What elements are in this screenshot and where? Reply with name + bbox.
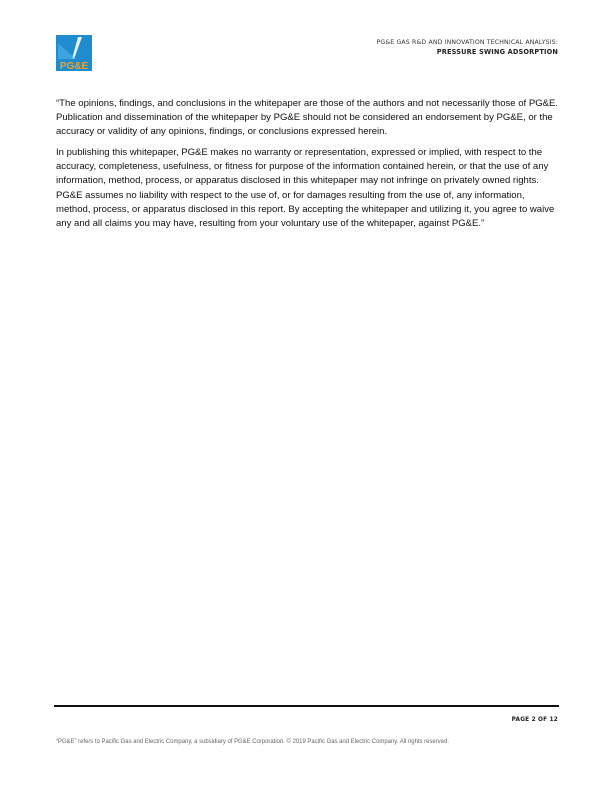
document-header: [377, 39, 559, 56]
disclaimer-body: [56, 97, 559, 238]
pge-logo: [56, 35, 92, 71]
disclaimer-paragraph-1: “The opinions, findings, and conclusions in the whitepaper are those of the authors and not necessarily those of PG&E. Publication and dissemination of the whitepaper by PG&E should not be considered an endorsement by PG&E, or the accuracy or validity of any opinions, findings, or conclusions expressed herein.: [56, 98, 559, 138]
logo-text: PG&E: [59, 61, 89, 71]
disclaimer-paragraph-2: In publishing this whitepaper, PG&E makes no warranty or representation, expressed or implied, with respect to the accuracy, completeness, usefulness, or fitness for purpose of the information contained herein, or that the use of any information, method, process, or apparatus disclosed in this whitepaper may not infringe on privately owned rights. PG&E assumes no liability with respect to the use of, or for damages resulting from the use of, any information, method, process, or apparatus disclosed in this report. By accepting the whitepaper and utilizing it, you agree to waive any and all claims you may have, resulting from your voluntary use of the whitepaper, against PG&E.”: [56, 147, 555, 229]
header-title: PRESSURE SWING ADSORPTION: [436, 48, 558, 56]
copyright-note: “PG&E” refers to Pacific Gas and Electric Company, a subsidiary of PG&E Corporation. © 2019 Pacific Gas and Electric Company. All rights reserved.: [56, 739, 449, 745]
page-number: PAGE 2 OF 12: [511, 717, 558, 723]
header-series: PG&E GAS R&D AND INNOVATION TECHNICAL ANALYSIS:: [376, 39, 558, 46]
footer-divider: [54, 705, 559, 707]
